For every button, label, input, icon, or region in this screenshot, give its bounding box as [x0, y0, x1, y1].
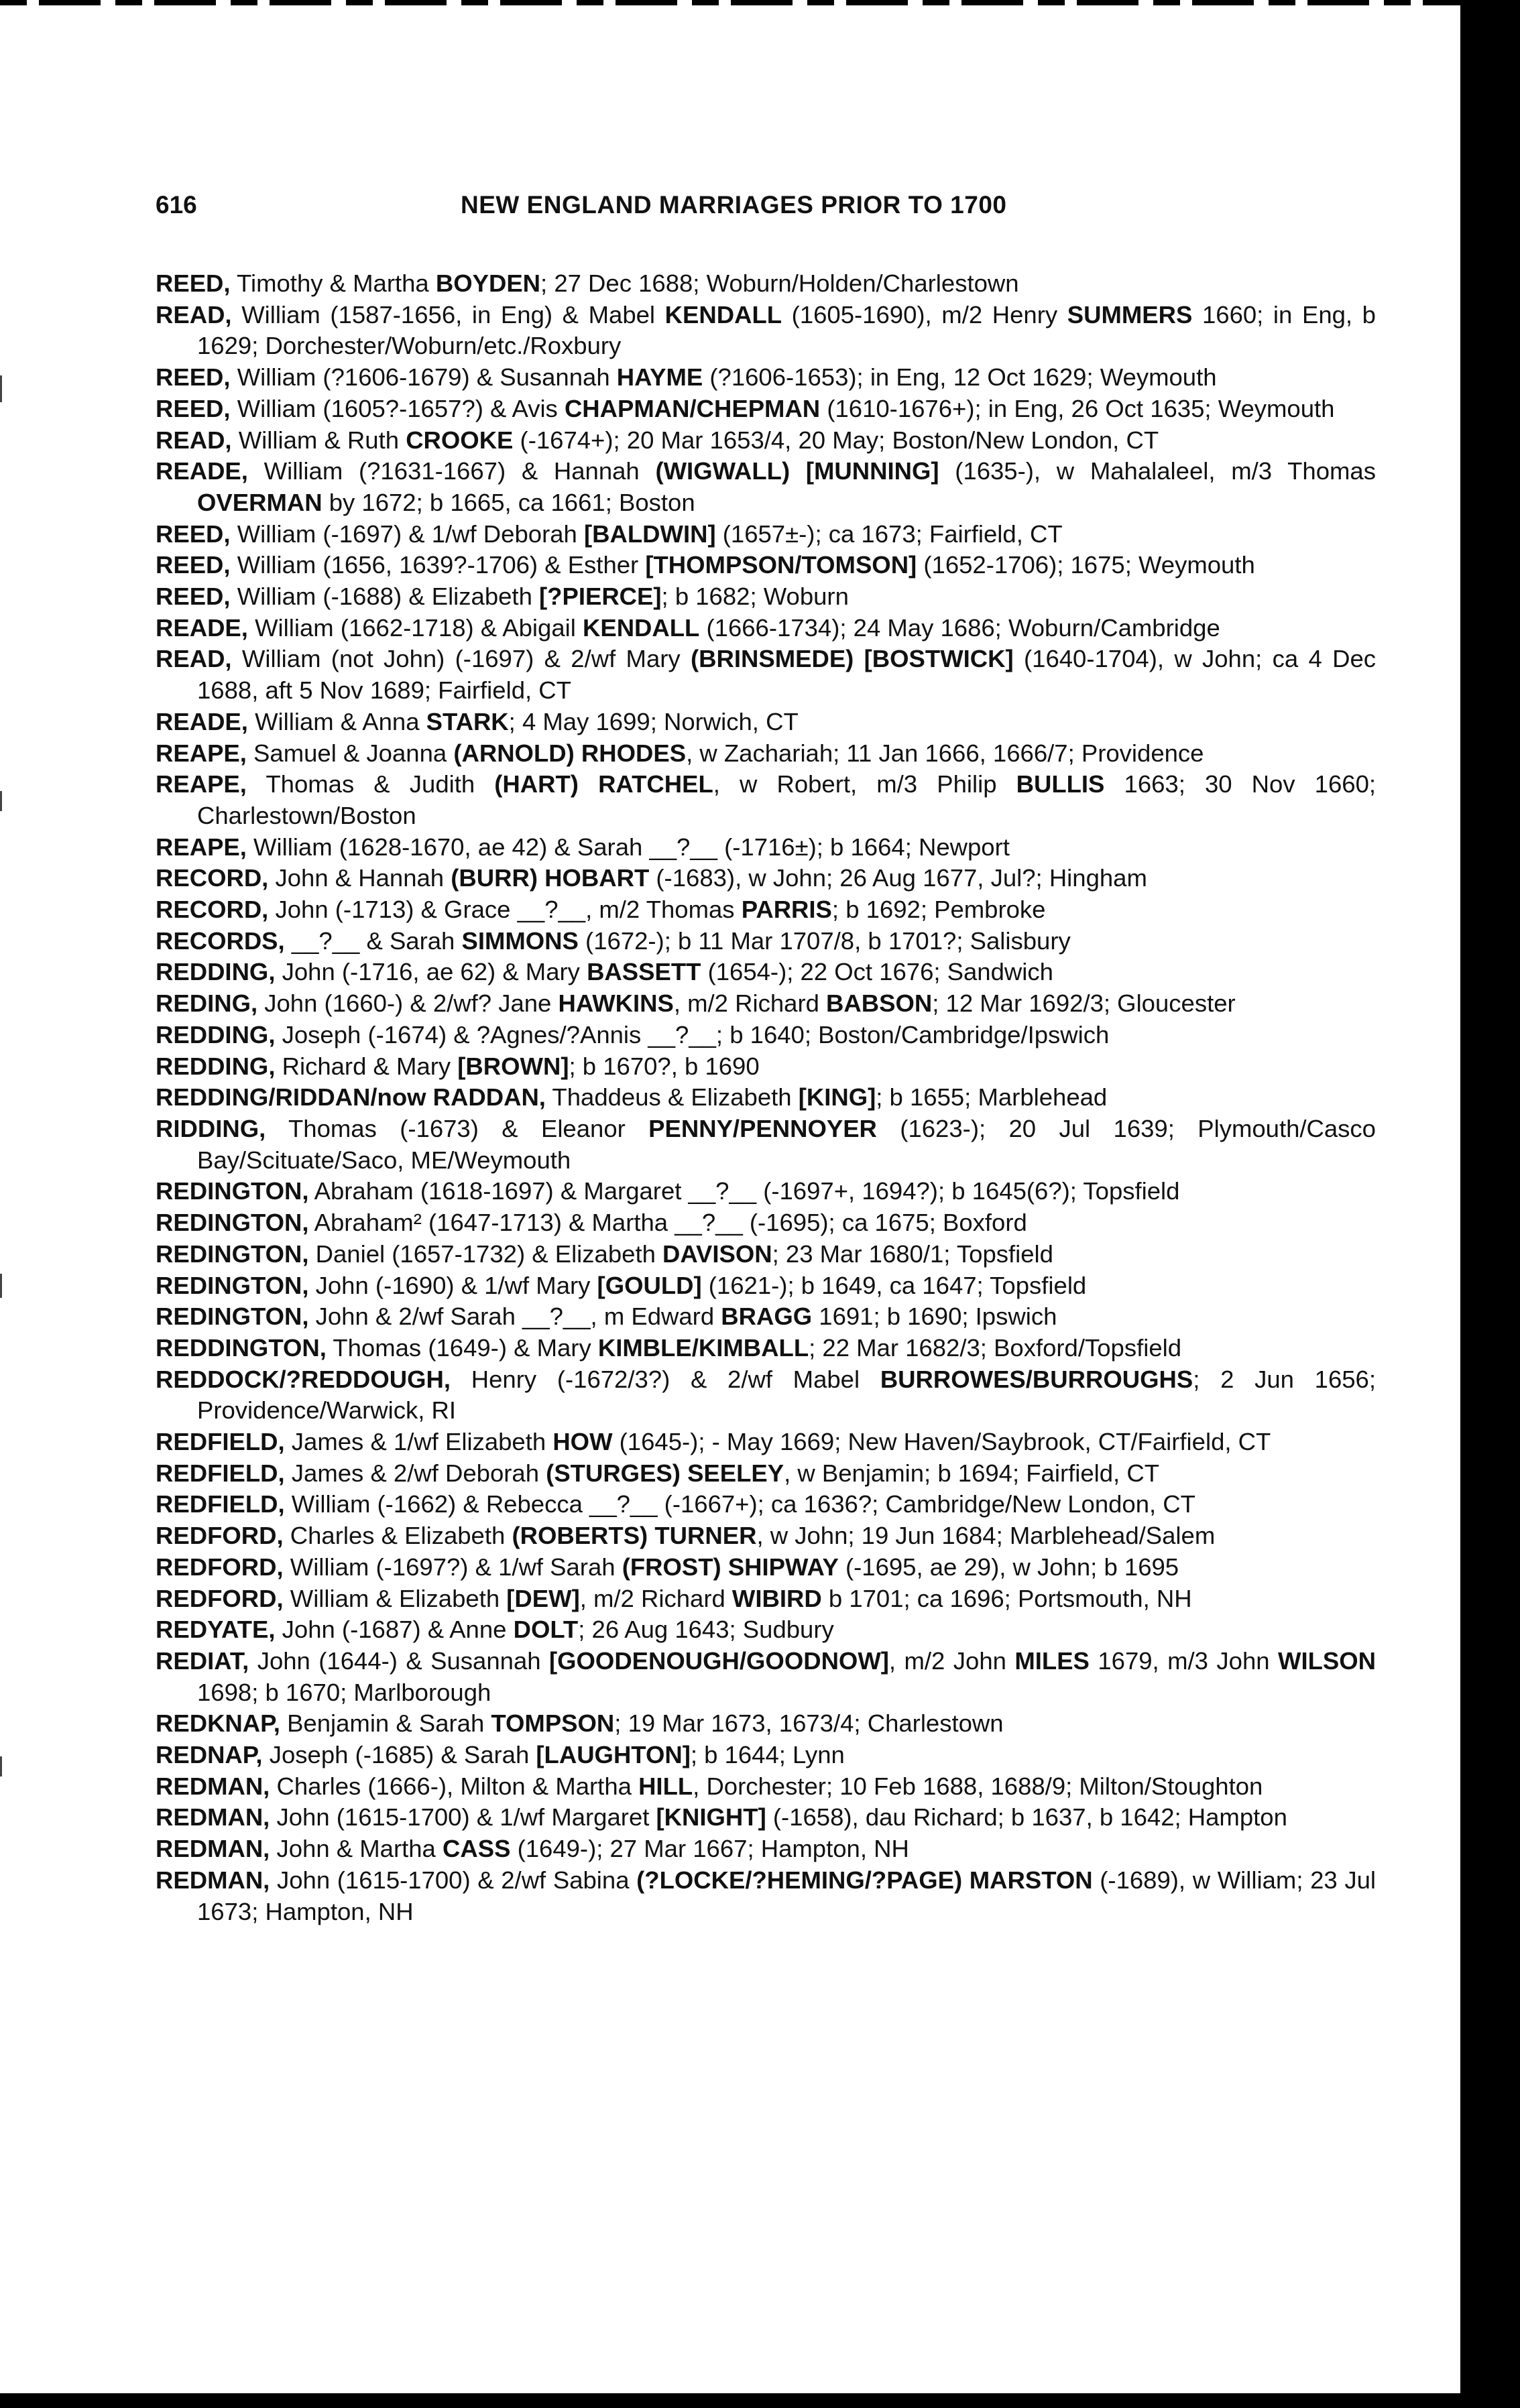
entry-text: (1640-1704), w John; ca 4 Dec 1688, aft 5 Nov 1689; Fairfield, CT: [197, 645, 1377, 705]
marriage-entry: [156, 581, 1376, 613]
entry-name: REDFORD,: [156, 1584, 284, 1612]
entry-text: (1621-); b 1649, ca 1647; Topsfield: [701, 1271, 1087, 1299]
entry-text: Abraham² (1647-1713) & Martha: [308, 1209, 675, 1237]
marriage-entry: [156, 1176, 1376, 1207]
entry-text: John & 2/wf Sarah: [308, 1303, 523, 1331]
entry-text: (1635-), w Mahalaleel, m/3 Thomas: [939, 457, 1376, 485]
entry-text: William (1628-1670, ae 42) & Sarah: [246, 833, 650, 861]
entry-name: (HART) RATCHEL: [494, 770, 713, 798]
entry-text: John (1615-1700) & 1/wf Margaret: [270, 1803, 656, 1831]
entry-text: Abraham (1618-1697) & Margaret: [308, 1177, 689, 1205]
entry-text: (-1689), w William; 23 Jul 1673; Hampton, NH: [197, 1866, 1377, 1925]
entry-text: James & 2/wf Deborah: [284, 1459, 546, 1487]
marriage-entry: [156, 456, 1376, 518]
marriage-entry: [156, 769, 1376, 831]
marriage-entry: [156, 1301, 1376, 1333]
marriage-entry: [156, 1552, 1376, 1583]
entry-text: John (1644-) & Susannah: [249, 1646, 549, 1675]
entry-text: (1654-); 22 Oct 1676; Sandwich: [701, 958, 1053, 986]
entry-name: READE,: [156, 457, 248, 485]
entry-text: Charles & Elizabeth: [283, 1522, 512, 1550]
entry-text: James & 1/wf Elizabeth: [284, 1428, 553, 1456]
entry-name: REDDING,: [156, 1020, 276, 1048]
entry-name: REDFIELD,: [156, 1490, 285, 1518]
marriage-entry: [156, 425, 1376, 457]
entry-name: REDFIELD,: [156, 1428, 285, 1456]
entry-text: (1652-1706); 1675; Weymouth: [917, 551, 1255, 579]
entry-name: BURROWES/BURROUGHS: [880, 1365, 1193, 1393]
entry-name: HOW: [552, 1428, 613, 1456]
entry-name: REDMAN,: [156, 1866, 270, 1894]
marriage-entry: [156, 613, 1376, 644]
entry-text: Thomas (1649-) & Mary: [326, 1333, 598, 1362]
entry-name: (FROST) SHIPWAY: [622, 1553, 839, 1581]
page-number: 616: [156, 191, 197, 219]
entry-name: [GOODENOUGH/GOODNOW]: [549, 1646, 889, 1675]
entry-text: John & Hannah: [268, 864, 451, 892]
unknown-name-blank: __?__: [522, 1303, 591, 1331]
entry-name: (ARNOLD) RHODES: [453, 739, 687, 767]
entry-name: REDDINGTON,: [156, 1333, 327, 1362]
entry-name: (BRINSMEDE) [BOSTWICK]: [691, 645, 1014, 673]
running-title: NEW ENGLAND MARRIAGES PRIOR TO 1700: [461, 191, 1007, 219]
entry-name: WIBIRD: [732, 1584, 822, 1612]
entry-name: REDINGTON,: [156, 1240, 309, 1268]
entry-name: BABSON: [826, 989, 933, 1018]
marriage-entry: [156, 519, 1376, 550]
entry-text: Samuel & Joanna: [246, 739, 454, 767]
marriage-entry: [156, 738, 1376, 770]
marriage-entry: [156, 1239, 1376, 1270]
marriage-entry: [156, 362, 1376, 394]
entry-text: ; b 1682; Woburn: [661, 583, 849, 611]
entry-text: William (1587-1656, in Eng) & Mabel: [231, 300, 665, 328]
entry-name: [BALDWIN]: [583, 520, 716, 548]
entry-text: ; 26 Aug 1643; Sudbury: [578, 1616, 834, 1644]
entry-name: PENNY/PENNOYER: [648, 1114, 877, 1142]
entry-name: READE,: [156, 707, 248, 735]
entry-text: , w John; 19 Jun 1684; Marblehead/Salem: [756, 1522, 1216, 1550]
entry-name: REDINGTON,: [156, 1177, 309, 1205]
entry-text: William (1656, 1639?-1706) & Esther: [230, 551, 646, 579]
entry-text: ; b 1655; Marblehead: [876, 1083, 1108, 1111]
entry-text: ; 4 May 1699; Norwich, CT: [508, 707, 799, 735]
entry-text: (1605-1690), m/2 Henry: [782, 300, 1067, 328]
marriage-entry: [156, 988, 1376, 1020]
entry-name: PARRIS: [741, 896, 832, 924]
entry-text: John (1615-1700) & 2/wf Sabina: [270, 1866, 637, 1894]
entry-text: , Dorchester; 10 Feb 1688, 1688/9; Milton/Stoughton: [693, 1772, 1263, 1800]
entry-text: (-1674+); 20 Mar 1653/4, 20 May; Boston/New London, CT: [513, 426, 1159, 454]
entry-name: MILES: [1014, 1646, 1090, 1675]
entry-name: HILL: [638, 1772, 693, 1800]
entry-text: 1663; 30 Nov 1660; Charlestown/Boston: [197, 770, 1377, 829]
unknown-name-blank: __?__: [648, 1020, 716, 1048]
entry-text: ; 19 Mar 1673, 1673/4; Charlestown: [614, 1709, 1004, 1738]
entry-text: (-1716±); b 1664; Newport: [717, 833, 1010, 861]
entry-text: , w Robert, m/3 Philip: [713, 770, 1016, 798]
entry-text: ; 23 Mar 1680/1; Topsfield: [772, 1240, 1053, 1268]
marriage-entry: [156, 1051, 1376, 1083]
left-margin-marks: [0, 0, 7, 2393]
unknown-name-blank: __?__: [649, 833, 717, 861]
marriage-entry: [156, 863, 1376, 894]
entry-text: Charles (1666-), Milton & Martha: [270, 1772, 639, 1800]
entry-text: William (-1688) & Elizabeth: [230, 583, 540, 611]
entry-text: ; 22 Mar 1682/3; Boxford/Topsfield: [809, 1333, 1182, 1362]
entry-text: (-1683), w John; 26 Aug 1677, Jul?; Hingham: [649, 864, 1147, 892]
margin-mark: [0, 791, 2, 811]
entry-name: REAPE,: [156, 739, 247, 767]
marriage-entry: [156, 1646, 1376, 1708]
entry-text: (1657±-); ca 1673; Fairfield, CT: [715, 520, 1063, 548]
marriage-entry: [156, 1833, 1376, 1865]
entry-text: Joseph (-1685) & Sarah: [262, 1741, 536, 1769]
marriage-entry: [156, 926, 1376, 957]
entry-name: RECORD,: [156, 896, 269, 924]
entry-name: REDINGTON,: [156, 1209, 309, 1237]
entry-name: REDFORD,: [156, 1522, 284, 1550]
entry-name: (STURGES) SEELEY: [546, 1459, 784, 1487]
entry-text: ; 27 Dec 1688; Woburn/Holden/Charlestown: [540, 269, 1019, 297]
entry-name: REDDING/RIDDAN/now RADDAN,: [156, 1083, 546, 1111]
entry-name: HAYME: [616, 363, 703, 392]
entry-name: STARK: [426, 707, 509, 735]
entry-name: REDDOCK/?REDDOUGH,: [156, 1365, 451, 1393]
marriage-entry: [156, 550, 1376, 581]
entry-name: REDINGTON,: [156, 1303, 309, 1331]
entry-name: REDNAP,: [156, 1741, 263, 1769]
entry-name: RIDDING,: [156, 1114, 266, 1142]
entry-text: (-1667+); ca 1636?; Cambridge/New London, CT: [657, 1490, 1195, 1518]
entry-name: BULLIS: [1016, 770, 1105, 798]
entry-name: REDING,: [156, 989, 258, 1018]
margin-mark: [0, 1756, 2, 1777]
entry-name: RECORDS,: [156, 926, 285, 955]
entry-text: , w Zachariah; 11 Jan 1666, 1666/7; Providence: [686, 739, 1204, 767]
entry-text: (1623-); 20 Jul 1639; Plymouth/Casco Bay/Scituate/Saco, ME/Weymouth: [197, 1114, 1376, 1174]
entry-name: WILSON: [1278, 1646, 1376, 1675]
entry-text: Thomas & Judith: [246, 770, 495, 798]
entry-name: [DEW]: [506, 1584, 580, 1612]
marriage-entry: [156, 1614, 1376, 1646]
entry-text: John (-1687) & Anne: [275, 1616, 514, 1644]
entry-text: (1610-1676+); in Eng, 26 Oct 1635; Weymouth: [820, 394, 1335, 422]
marriage-entry: [156, 1520, 1376, 1552]
page-header: [156, 191, 1376, 231]
entry-name: READ,: [156, 426, 232, 454]
entry-text: ; 2 Jun 1656; Providence/Warwick, RI: [197, 1365, 1376, 1425]
entry-name: REDFORD,: [156, 1553, 284, 1581]
entry-text: William (-1662) & Rebecca: [284, 1490, 590, 1518]
entry-name: READ,: [156, 645, 232, 673]
entry-text: 1698; b 1670; Marlborough: [197, 1678, 491, 1706]
entry-name: KENDALL: [664, 300, 782, 328]
entry-text: (-1695, ae 29), w John; b 1695: [838, 1553, 1179, 1581]
entry-text: Benjamin & Sarah: [280, 1709, 491, 1738]
entry-name: REED,: [156, 394, 231, 422]
entry-text: 1660; in Eng, b 1629; Dorchester/Woburn/etc./Roxbury: [197, 300, 1376, 360]
entry-name: REDYATE,: [156, 1616, 276, 1644]
entry-name: [KING]: [798, 1083, 876, 1111]
entry-name: [LAUGHTON]: [536, 1741, 691, 1769]
entry-text: 1679, m/3 John: [1089, 1646, 1279, 1675]
entry-text: William & Elizabeth: [283, 1584, 507, 1612]
entry-text: William (1662-1718) & Abigail: [247, 613, 583, 642]
entry-name: REDMAN,: [156, 1803, 270, 1831]
entry-name: REED,: [156, 583, 231, 611]
entry-name: [BROWN]: [457, 1052, 569, 1080]
entry-text: ; 12 Mar 1692/3; Gloucester: [932, 989, 1236, 1018]
entry-name: DOLT: [513, 1616, 579, 1644]
entry-text: William (1605?-1657?) & Avis: [230, 394, 565, 422]
unknown-name-blank: __?__: [589, 1490, 658, 1518]
marriage-entry: [156, 1207, 1376, 1239]
entry-name: (ROBERTS) TURNER: [512, 1522, 757, 1550]
marriage-entry: [156, 707, 1376, 738]
entry-name: KENDALL: [582, 613, 700, 642]
marriage-entry: [156, 394, 1376, 425]
entry-text: (-1697+, 1694?); b 1645(6?); Topsfield: [756, 1177, 1180, 1205]
entry-name: (BURR) HOBART: [451, 864, 650, 892]
entry-text: Richard & Mary: [275, 1052, 458, 1080]
entry-text: ; b 1644; Lynn: [690, 1741, 845, 1769]
entry-text: William (?1631-1667) & Hannah: [247, 457, 656, 485]
entry-name: CROOKE: [406, 426, 514, 454]
entry-name: CHAPMAN/CHEPMAN: [564, 394, 821, 422]
entry-name: RECORD,: [156, 864, 269, 892]
entry-text: John & Martha: [270, 1835, 443, 1863]
entry-name: [THOMPSON/TOMSON]: [645, 551, 917, 579]
marriage-entry: [156, 1740, 1376, 1771]
entry-text: Joseph (-1674) & ?Agnes/?Annis: [275, 1020, 648, 1048]
entry-name: (WIGWALL) [MUNNING]: [655, 457, 939, 485]
entry-name: REED,: [156, 269, 231, 297]
entry-name: CASS: [443, 1835, 511, 1863]
entry-name: REDKNAP,: [156, 1709, 280, 1738]
entry-text: William (-1697) & 1/wf Deborah: [230, 520, 584, 548]
entry-text: ; b 1640; Boston/Cambridge/Ipswich: [715, 1020, 1110, 1048]
entry-text: (1666-1734); 24 May 1686; Woburn/Cambridge: [699, 613, 1220, 642]
entry-text: & Sarah: [359, 926, 462, 955]
entry-text: [285, 927, 292, 955]
entry-text: (1645-); - May 1669; New Haven/Saybrook, CT/Fairfield, CT: [612, 1428, 1271, 1456]
entry-name: [GOULD]: [597, 1271, 702, 1299]
marriage-entry: [156, 268, 1376, 300]
marriage-entries-list: [156, 268, 1376, 1927]
entry-text: William (-1697?) & 1/wf Sarah: [283, 1553, 622, 1581]
entry-text: William & Ruth: [231, 426, 406, 454]
marriage-entry: [156, 300, 1376, 362]
marriage-entry: [156, 1333, 1376, 1364]
entry-name: TOMPSON: [491, 1709, 615, 1738]
marriage-entry: [156, 1708, 1376, 1740]
entry-text: , m/2 Richard: [673, 989, 827, 1018]
entry-name: READ,: [156, 300, 232, 328]
entry-name: (?LOCKE/?HEMING/?PAGE) MARSTON: [636, 1866, 1093, 1894]
entry-text: John (-1690) & 1/wf Mary: [308, 1271, 597, 1299]
entry-name: BASSETT: [587, 958, 701, 986]
marriage-entry: [156, 1583, 1376, 1615]
entry-name: REDMAN,: [156, 1835, 270, 1863]
entry-name: REDINGTON,: [156, 1271, 309, 1299]
marriage-entry: [156, 1020, 1376, 1051]
entry-text: ; b 1670?, b 1690: [569, 1052, 760, 1080]
marriage-entry: [156, 1270, 1376, 1302]
entry-text: Thaddeus & Elizabeth: [545, 1083, 799, 1111]
entry-name: HAWKINS: [558, 989, 674, 1018]
marriage-entry: [156, 1427, 1376, 1458]
entry-text: William & Anna: [247, 707, 426, 735]
entry-text: John (-1713) & Grace: [268, 896, 518, 924]
marriage-entry: [156, 1364, 1376, 1427]
entry-name: REAPE,: [156, 770, 247, 798]
marriage-entry: [156, 1771, 1376, 1803]
unknown-name-blank: __?__: [675, 1209, 743, 1237]
entry-text: 1691; b 1690; Ipswich: [812, 1303, 1057, 1331]
entry-name: REDMAN,: [156, 1772, 270, 1800]
entry-text: Thomas (-1673) & Eleanor: [266, 1114, 649, 1142]
entry-text: by 1672; b 1665, ca 1661; Boston: [322, 488, 695, 516]
entry-text: Daniel (1657-1732) & Elizabeth: [308, 1240, 663, 1268]
entry-name: REED,: [156, 551, 231, 579]
entry-text: (1672-); b 11 Mar 1707/8, b 1701?; Salisbury: [578, 926, 1071, 955]
entry-text: (1649-); 27 Mar 1667; Hampton, NH: [510, 1835, 909, 1863]
marriage-entry: [156, 1113, 1376, 1176]
entry-name: OVERMAN: [197, 488, 323, 516]
marriage-entry: [156, 1082, 1376, 1113]
entry-name: BRAGG: [721, 1303, 813, 1331]
entry-text: , m Edward: [590, 1303, 721, 1331]
entry-text: b 1701; ca 1696; Portsmouth, NH: [821, 1584, 1192, 1612]
marriage-entry: [156, 1489, 1376, 1520]
entry-text: Henry (-1672/3?) & 2/wf Mabel: [451, 1365, 880, 1393]
entry-text: , m/2 Thomas: [585, 896, 742, 924]
entry-name: READE,: [156, 613, 248, 642]
marriage-entry: [156, 832, 1376, 863]
entry-text: William (not John) (-1697) & 2/wf Mary: [231, 645, 691, 673]
unknown-name-blank: __?__: [688, 1177, 757, 1205]
entry-name: [?PIERCE]: [539, 583, 662, 611]
entry-text: Timothy & Martha: [230, 269, 436, 297]
entry-name: [KNIGHT]: [656, 1803, 766, 1831]
margin-mark: [0, 1274, 2, 1298]
entry-text: , w Benjamin; b 1694; Fairfield, CT: [784, 1459, 1159, 1487]
entry-name: REDIAT,: [156, 1646, 249, 1675]
entry-name: KIMBLE/KIMBALL: [597, 1333, 809, 1362]
entry-text: John (1660-) & 2/wf? Jane: [257, 989, 559, 1018]
entry-name: REDFIELD,: [156, 1459, 285, 1487]
entry-text: William (?1606-1679) & Susannah: [230, 363, 617, 392]
entry-text: (?1606-1653); in Eng, 12 Oct 1629; Weymouth: [703, 363, 1217, 392]
marriage-entry: [156, 894, 1376, 926]
scan-edge-artifact: [0, 0, 1460, 5]
margin-mark: [0, 375, 2, 402]
entry-text: , m/2 Richard: [579, 1584, 732, 1612]
unknown-name-blank: __?__: [291, 926, 360, 955]
entry-name: SUMMERS: [1067, 300, 1193, 328]
unknown-name-blank: __?__: [517, 896, 586, 924]
entry-name: BOYDEN: [435, 269, 541, 297]
entry-name: SIMMONS: [461, 926, 579, 955]
entry-name: REED,: [156, 363, 231, 392]
entry-text: (-1695); ca 1675; Boxford: [742, 1209, 1027, 1237]
marriage-entry: [156, 644, 1376, 706]
entry-name: REDDING,: [156, 958, 276, 986]
marriage-entry: [156, 1865, 1376, 1927]
entry-name: REED,: [156, 520, 231, 548]
entry-text: John (-1716, ae 62) & Mary: [275, 958, 587, 986]
entry-name: DAVISON: [662, 1240, 772, 1268]
entry-name: REDDING,: [156, 1052, 276, 1080]
marriage-entry: [156, 1802, 1376, 1833]
entry-text: (-1658), dau Richard; b 1637, b 1642; Hampton: [766, 1803, 1287, 1831]
marriage-entry: [156, 1458, 1376, 1490]
entry-text: , m/2 John: [888, 1646, 1015, 1675]
marriage-entry: [156, 957, 1376, 988]
entry-name: REAPE,: [156, 833, 247, 861]
entry-text: ; b 1692; Pembroke: [831, 896, 1046, 924]
